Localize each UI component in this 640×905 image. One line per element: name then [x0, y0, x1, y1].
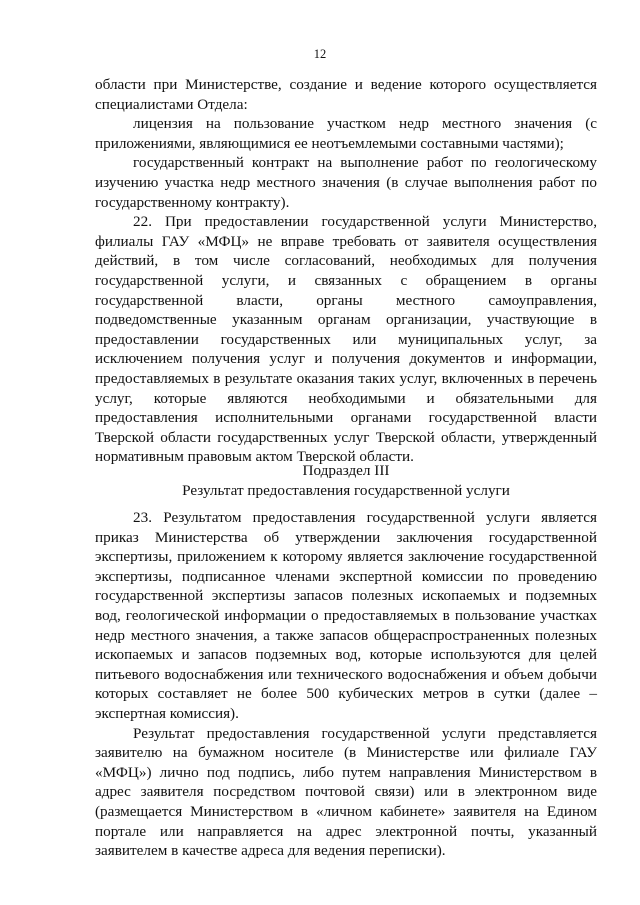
bottom-text-block — [95, 508, 597, 861]
top-text-block — [95, 75, 597, 467]
subsection-title: Результат предоставления государственной услуги — [182, 482, 510, 499]
paragraph-22: 22. При предоставлении государственной услуги Министерство, филиалы ГАУ «МФЦ» не вправе требовать от заявителя осуществления действий, в том числе согласований, необходимых для получения государственной услуги, и связанных с обращением в органы государственной власти, органы местного самоуправления, подведомственные указанным органам организации, участвующие в предоставлении государственных или муниципальных услуг, за исключением получения услуг и получения документов и информации, предоставляемых в результате оказания таких услуг, включенных в перечень услуг, которые являются необходимыми и обязательными для предоставления исполнительными органами государственной власти Тверской области государственных услуг Тверской области, утвержденный нормативным правовым актом Тверской области. — [95, 213, 597, 466]
paragraph-23: 23. Результатом предоставления государственной услуги является приказ Министерства об утверждении заключения государственной экспертизы, приложением к которому является заключение государственной экспертизы, подписанное членами экспертной комиссии по проведению государственной экспертизы запасов полезных ископаемых и подземных вод, геологической информации о предоставляемых в пользование участках недр местного значения, а также запасов общераспространенных полезных ископаемых и запасов подземных вод, которые используются для целей питьевого водоснабжения или технического водоснабжения и объем добычи которых составляет не более 500 кубических метров в сутки (далее – экспертная комиссия). — [95, 509, 597, 722]
paragraph-continuation: области при Министерстве, создание и ведение которого осуществляется специалистами Отдела: — [95, 76, 597, 113]
paragraph-result-delivery: Результат предоставления государственной услуги представляется заявителю на бумажном носителе (в Министерстве или филиале ГАУ «МФЦ») лично под подпись, либо путем направления Министерством в адрес заявителя посредством почтовой связи) или в электронном виде (размещается Министерством в «личном кабинете» заявителя на Едином портале или направляется на адрес электронной почты, указанный заявителем в качестве адреса для ведения переписки). — [95, 724, 597, 860]
page-number: 12 — [313, 47, 327, 61]
paragraph-contract: государственный контракт на выполнение работ по геологическому изучению участка недр местного значения (в случае выполнения работ по государственному контракту). — [95, 154, 597, 211]
paragraph-license: лицензия на пользование участком недр местного значения (с приложениями, являющимися ее неотъемлемыми составными частями); — [95, 115, 597, 152]
subsection-label: Подраздел III — [302, 462, 390, 479]
subsection-heading — [95, 461, 597, 501]
